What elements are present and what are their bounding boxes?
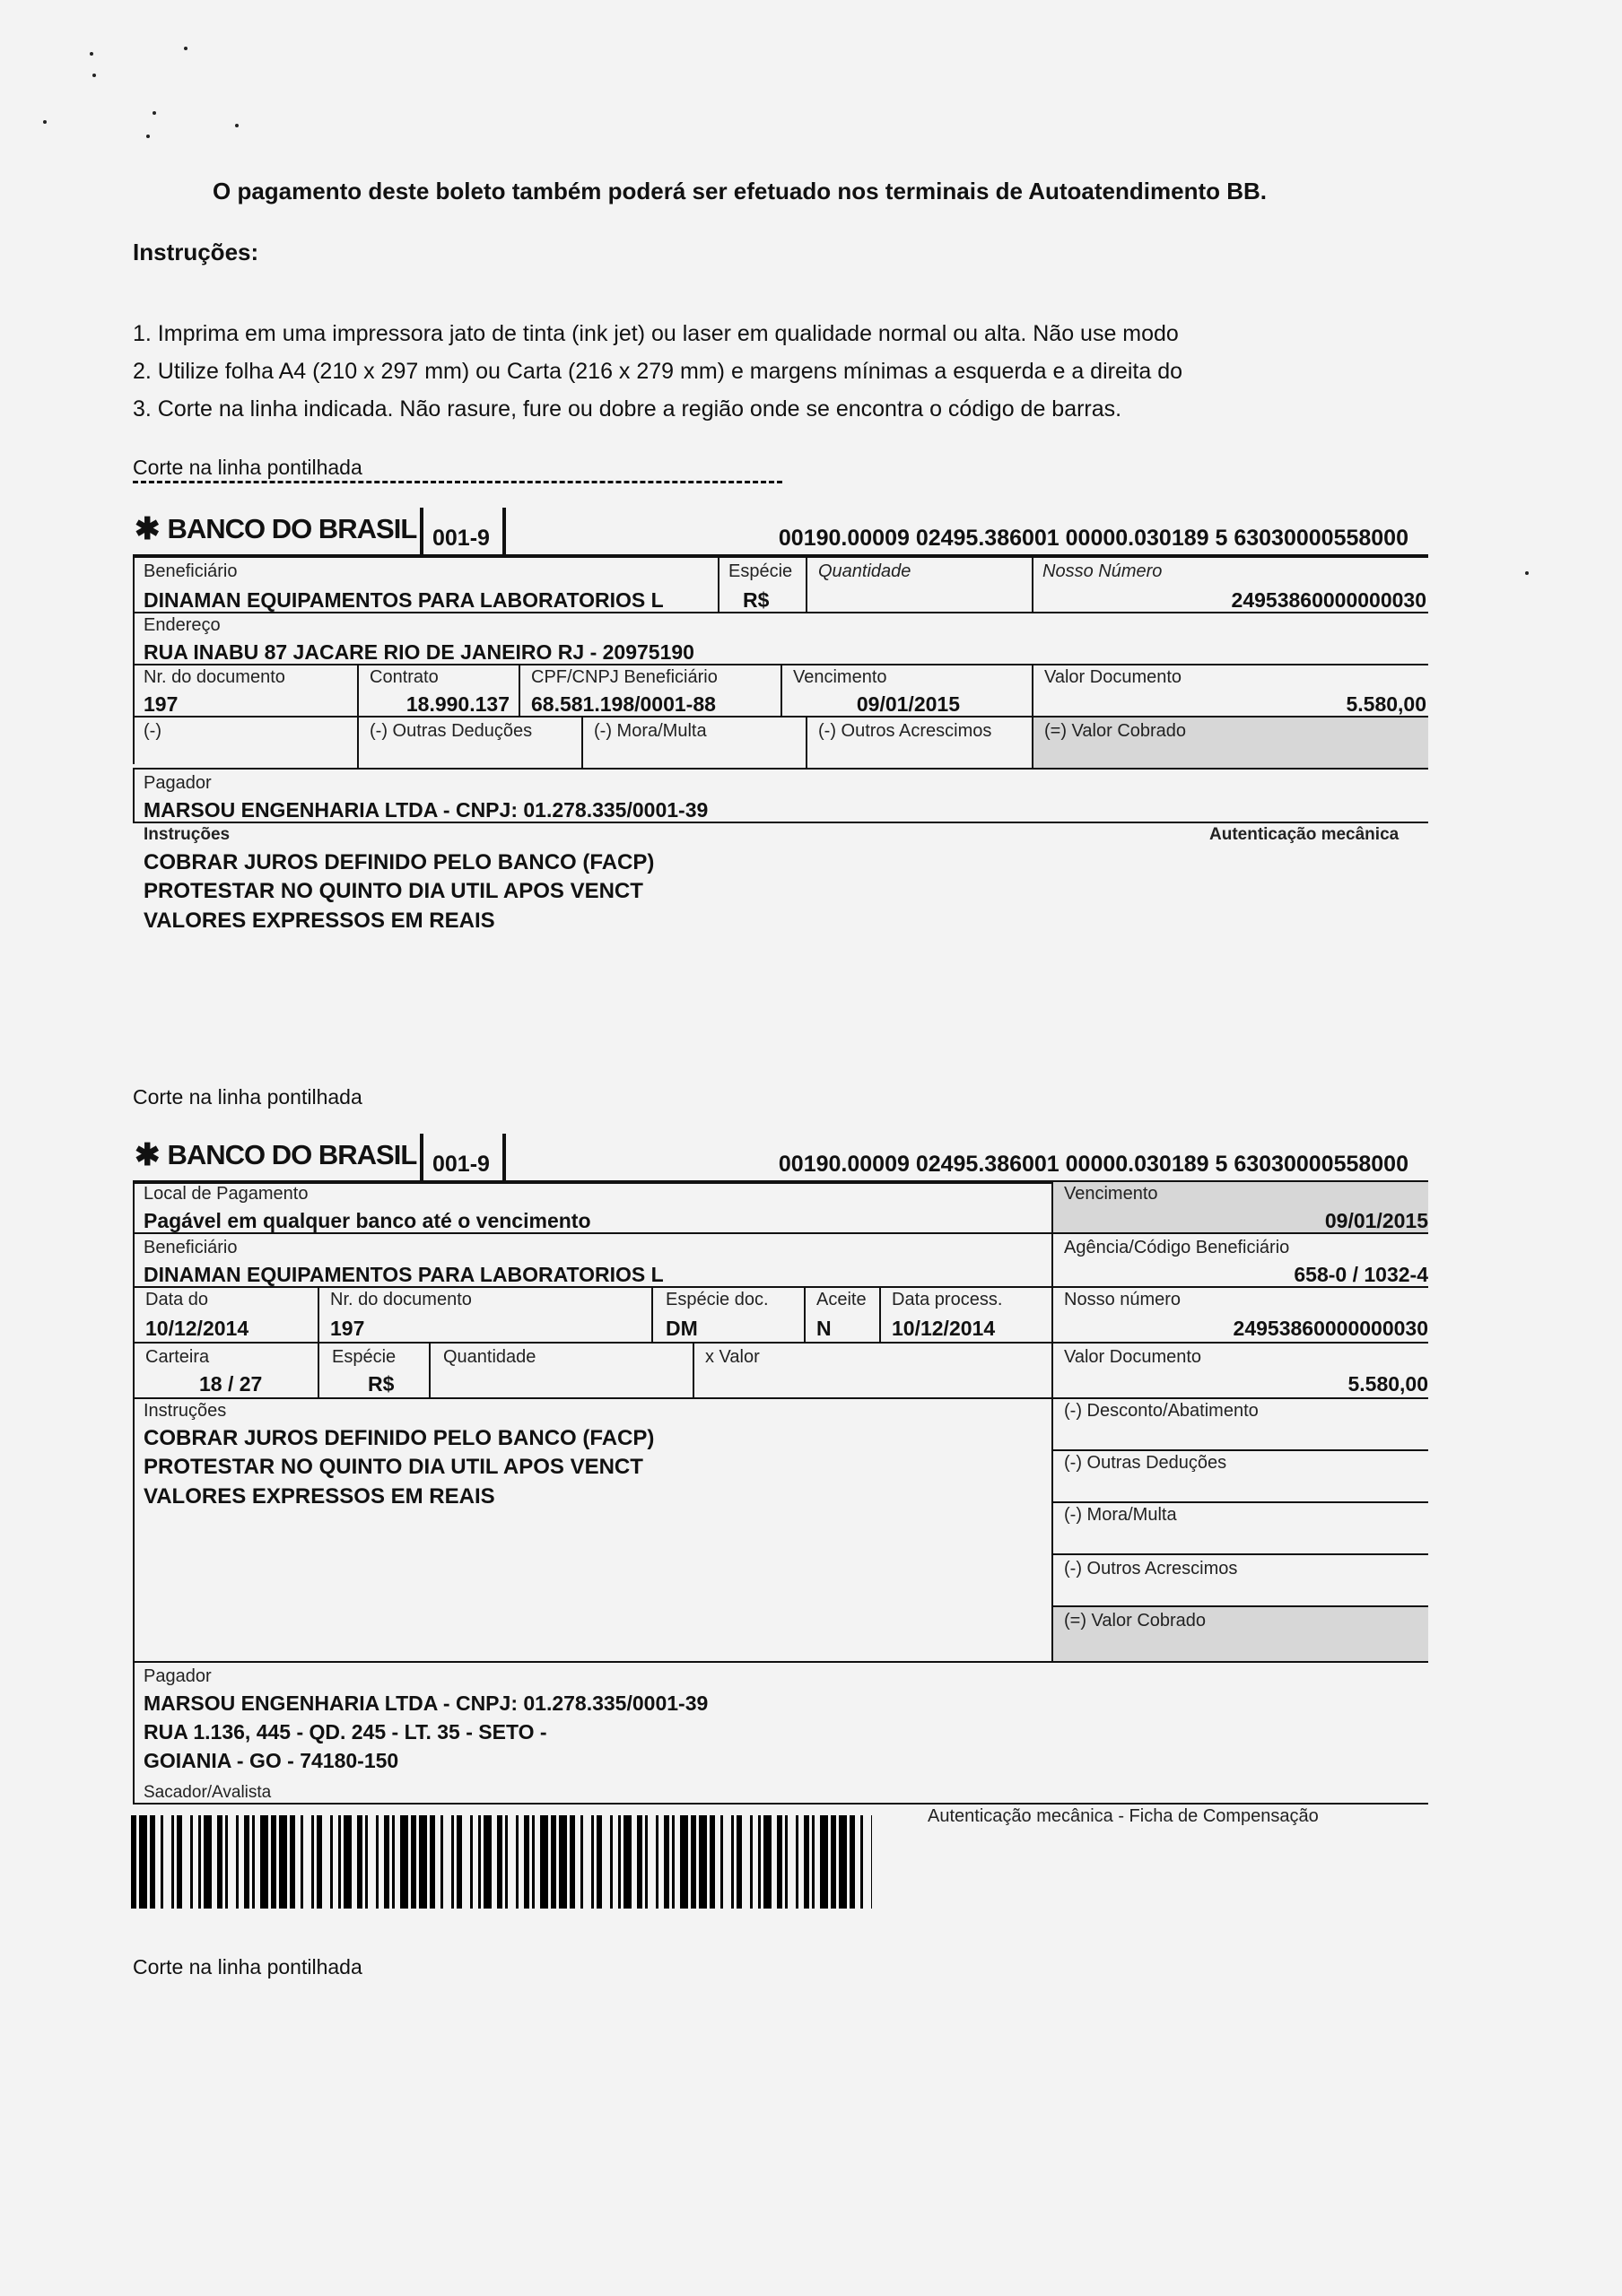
field-label: (-) Outros Acrescimos [818, 721, 992, 741]
field-label: (-) Outras Deduções [370, 721, 533, 741]
field-label: Local de Pagamento [144, 1184, 309, 1204]
rule [804, 1286, 806, 1342]
barcode-bar [871, 1815, 872, 1909]
barcode-space [648, 1815, 656, 1909]
rule [780, 664, 782, 718]
field-label: Pagador [144, 1666, 212, 1686]
bank-name: BANCO DO BRASIL [167, 1139, 417, 1170]
scan-speck [146, 135, 150, 138]
endereco-value: RUA INABU 87 JACARE RIO DE JANEIRO RJ - 20975190 [144, 640, 694, 664]
field-label: (-) Desconto/Abatimento [1064, 1401, 1259, 1421]
cut-line [133, 481, 782, 483]
barcode-bar [540, 1815, 548, 1909]
rule [651, 1286, 653, 1342]
field-label: Agência/Código Beneficiário [1064, 1238, 1290, 1257]
barcode-space [228, 1815, 236, 1909]
bank-code: 001-9 [432, 1152, 490, 1177]
barcode-bar [484, 1815, 492, 1909]
beneficiario-value: DINAMAN EQUIPAMENTOS PARA LABORATORIOS L [144, 588, 664, 612]
scan-speck [90, 52, 93, 56]
valor-documento-value: 5.580,00 [1346, 692, 1426, 716]
notice-text: O pagamento deste boleto também poderá ser efetuado nos terminais de Autoatendimento BB. [213, 178, 1268, 204]
barcode-bar [139, 1815, 147, 1909]
autenticacao-label: Autenticação mecânica [1209, 825, 1400, 844]
field-label: Contrato [370, 667, 439, 687]
carteira-value: 18 / 27 [199, 1372, 263, 1396]
scan-speck [153, 111, 156, 115]
field-label: Aceite [816, 1290, 867, 1309]
scan-speck [43, 120, 47, 124]
rule [1051, 1501, 1428, 1503]
scan-speck [235, 124, 239, 127]
field-label: Nosso número [1064, 1290, 1182, 1309]
barcode-space [163, 1815, 171, 1909]
bank-logo-icon: ✱ [135, 512, 161, 546]
aceite-value: N [816, 1317, 832, 1340]
barcode-bar [680, 1815, 688, 1909]
field-label: Nosso Número [1042, 561, 1163, 581]
field-label: Endereço [144, 615, 221, 635]
field-label: (-) Outras Deduções [1064, 1453, 1227, 1473]
field-label: (=) Valor Cobrado [1044, 721, 1187, 741]
barcode-bar [344, 1815, 352, 1909]
field-label: Quantidade [818, 561, 911, 581]
rule [133, 556, 135, 764]
barcode-space [368, 1815, 376, 1909]
cpf-cnpj-value: 68.581.198/0001-88 [531, 692, 716, 716]
bank-logo [135, 1139, 416, 1171]
rule [693, 1342, 694, 1397]
field-label: Espécie [332, 1347, 397, 1367]
barcode-bar [699, 1815, 707, 1909]
field-label: Vencimento [793, 667, 887, 687]
field-label: Nr. do documento [144, 667, 285, 687]
bank-code: 001-9 [432, 526, 490, 551]
barcode-space [508, 1815, 516, 1909]
instruction-line: 2. Utilize folha A4 (210 x 297 mm) ou Carta (216 x 279 mm) e margens mínimas a esquerda e a direita do [133, 359, 1183, 384]
digitable-line: 00190.00009 02495.386001 00000.030189 5 63030000558000 [778, 526, 1408, 551]
rule [1051, 1182, 1053, 1661]
barcode-bar [279, 1815, 287, 1909]
pagador-line: MARSOU ENGENHARIA LTDA - CNPJ: 01.278.335/0001-39 [144, 1692, 709, 1715]
field-label: x Valor [705, 1347, 760, 1367]
barcode-space [462, 1815, 470, 1909]
rule [133, 1661, 1428, 1663]
field-label: Carteira [145, 1347, 210, 1367]
scan-speck [92, 74, 96, 77]
instruction-line: 3. Corte na linha indicada. Não rasure, fure ou dobre a região onde se encontra o código de barras. [133, 396, 1122, 422]
field-label: Valor Documento [1044, 667, 1182, 687]
rule [133, 822, 1428, 823]
autenticacao-label: Autenticação mecânica - Ficha de Compensação [928, 1806, 1319, 1826]
especie-doc-value: DM [666, 1317, 698, 1340]
barcode-space [602, 1815, 610, 1909]
barcode [131, 1815, 872, 1909]
beneficiario-value: DINAMAN EQUIPAMENTOS PARA LABORATORIOS L [144, 1263, 664, 1286]
pagador-line: GOIANIA - GO - 74180-150 [144, 1749, 399, 1772]
nr-documento-value: 197 [144, 692, 179, 716]
field-label: Beneficiário [144, 1238, 238, 1257]
divider [502, 1134, 506, 1182]
field-label: (=) Valor Cobrado [1064, 1611, 1207, 1631]
scan-speck [184, 47, 187, 50]
instrucao-line: VALORES EXPRESSOS EM REAIS [144, 1484, 495, 1509]
field-label: (-) Mora/Multa [594, 721, 707, 741]
rule [581, 716, 583, 770]
instrucao-line: PROTESTAR NO QUINTO DIA UTIL APOS VENCT [144, 1455, 643, 1479]
especie-value: R$ [368, 1372, 395, 1396]
cut-line-label: Corte na linha pontilhada [133, 1085, 362, 1109]
rule [133, 554, 1428, 558]
field-label: (-) Outros Acrescimos [1064, 1559, 1238, 1578]
vencimento-value: 09/01/2015 [1324, 1209, 1428, 1232]
rule [519, 664, 520, 718]
valor-documento-value: 5.580,00 [1347, 1372, 1428, 1396]
rule [1051, 1553, 1428, 1555]
barcode-space [863, 1815, 871, 1909]
agencia-value: 658-0 / 1032-4 [1294, 1263, 1428, 1286]
instrucao-line: COBRAR JUROS DEFINIDO PELO BANCO (FACP) [144, 850, 655, 874]
barcode-bar [400, 1815, 408, 1909]
rule [133, 1182, 135, 1661]
barcode-bar [839, 1815, 847, 1909]
barcode-space [322, 1815, 330, 1909]
cut-line-label: Corte na linha pontilhada [133, 456, 362, 479]
barcode-space [788, 1815, 796, 1909]
rule [133, 612, 1428, 613]
field-label: Valor Documento [1064, 1347, 1202, 1367]
pagador-line: RUA 1.136, 445 - QD. 245 - LT. 35 - SETO - [144, 1720, 547, 1744]
pagador-value: MARSOU ENGENHARIA LTDA - CNPJ: 01.278.335/0001-39 [144, 798, 709, 822]
rule [1051, 1449, 1428, 1451]
rule [718, 556, 719, 612]
rule [806, 556, 807, 612]
divider [420, 508, 423, 556]
especie-value: R$ [743, 588, 770, 612]
nosso-numero-value: 24953860000000030 [1233, 1317, 1428, 1340]
rule [133, 1397, 1428, 1399]
data-process-value: 10/12/2014 [892, 1317, 996, 1340]
field-label: CPF/CNPJ Beneficiário [531, 667, 718, 687]
barcode-space [723, 1815, 731, 1909]
vencimento-value: 09/01/2015 [856, 692, 960, 716]
barcode-bar [419, 1815, 427, 1909]
barcode-space [303, 1815, 311, 1909]
rule [133, 768, 1428, 770]
barcode-bar [260, 1815, 268, 1909]
nosso-numero-value: 24953860000000030 [1231, 588, 1426, 612]
field-label: Nr. do documento [330, 1290, 472, 1309]
barcode-bar [204, 1815, 212, 1909]
rule [133, 1803, 1428, 1805]
bank-name: BANCO DO BRASIL [167, 513, 417, 544]
barcode-bar [820, 1815, 828, 1909]
field-label: Instruções [144, 1401, 227, 1421]
instruction-line: 1. Imprima em uma impressora jato de tinta (ink jet) ou laser em qualidade normal ou alta. Não use modo [133, 321, 1179, 346]
field-label: Quantidade [443, 1347, 536, 1367]
barcode-space [443, 1815, 451, 1909]
field-label: Data do [145, 1290, 209, 1309]
barcode-bar [624, 1815, 632, 1909]
field-label: Vencimento [1064, 1184, 1158, 1204]
divider [502, 508, 506, 556]
instrucao-line: VALORES EXPRESSOS EM REAIS [144, 909, 495, 933]
field-label: Sacador/Avalista [144, 1783, 272, 1802]
rule [133, 768, 135, 822]
local-pagamento-value: Pagável em qualquer banco até o vencimento [144, 1209, 591, 1232]
bank-logo-icon: ✱ [135, 1138, 161, 1172]
rule [133, 1661, 135, 1803]
digitable-line: 00190.00009 02495.386001 00000.030189 5 63030000558000 [778, 1152, 1408, 1177]
barcode-space [583, 1815, 591, 1909]
rule [879, 1286, 881, 1342]
instrucao-line: PROTESTAR NO QUINTO DIA UTIL APOS VENCT [144, 879, 643, 903]
rule [806, 716, 807, 770]
bank-logo [135, 513, 416, 545]
instrucao-line: COBRAR JUROS DEFINIDO PELO BANCO (FACP) [144, 1426, 655, 1450]
field-label: Instruções [144, 825, 231, 844]
barcode-space [182, 1815, 190, 1909]
field-label: Pagador [144, 773, 212, 793]
divider [420, 1134, 423, 1182]
rule [429, 1342, 431, 1397]
nr-documento-value: 197 [330, 1317, 365, 1340]
rule [133, 1232, 1428, 1234]
instructions-title: Instruções: [133, 239, 259, 265]
barcode-space [742, 1815, 750, 1909]
rule [1032, 556, 1033, 612]
field-label: (-) Mora/Multa [1064, 1505, 1177, 1525]
field-label: Data process. [892, 1290, 1003, 1309]
scan-speck [1525, 571, 1529, 575]
rule [133, 1342, 1428, 1344]
rule [133, 1286, 1428, 1288]
cut-line-label: Corte na linha pontilhada [133, 1955, 362, 1979]
barcode-bar [559, 1815, 567, 1909]
field-label: (-) [144, 721, 161, 741]
field-label: Espécie [728, 561, 793, 581]
contrato-value: 18.990.137 [406, 692, 510, 716]
barcode-bar [763, 1815, 772, 1909]
field-label: Espécie doc. [666, 1290, 769, 1309]
data-doc-value: 10/12/2014 [145, 1317, 249, 1340]
field-label: Beneficiário [144, 561, 238, 581]
